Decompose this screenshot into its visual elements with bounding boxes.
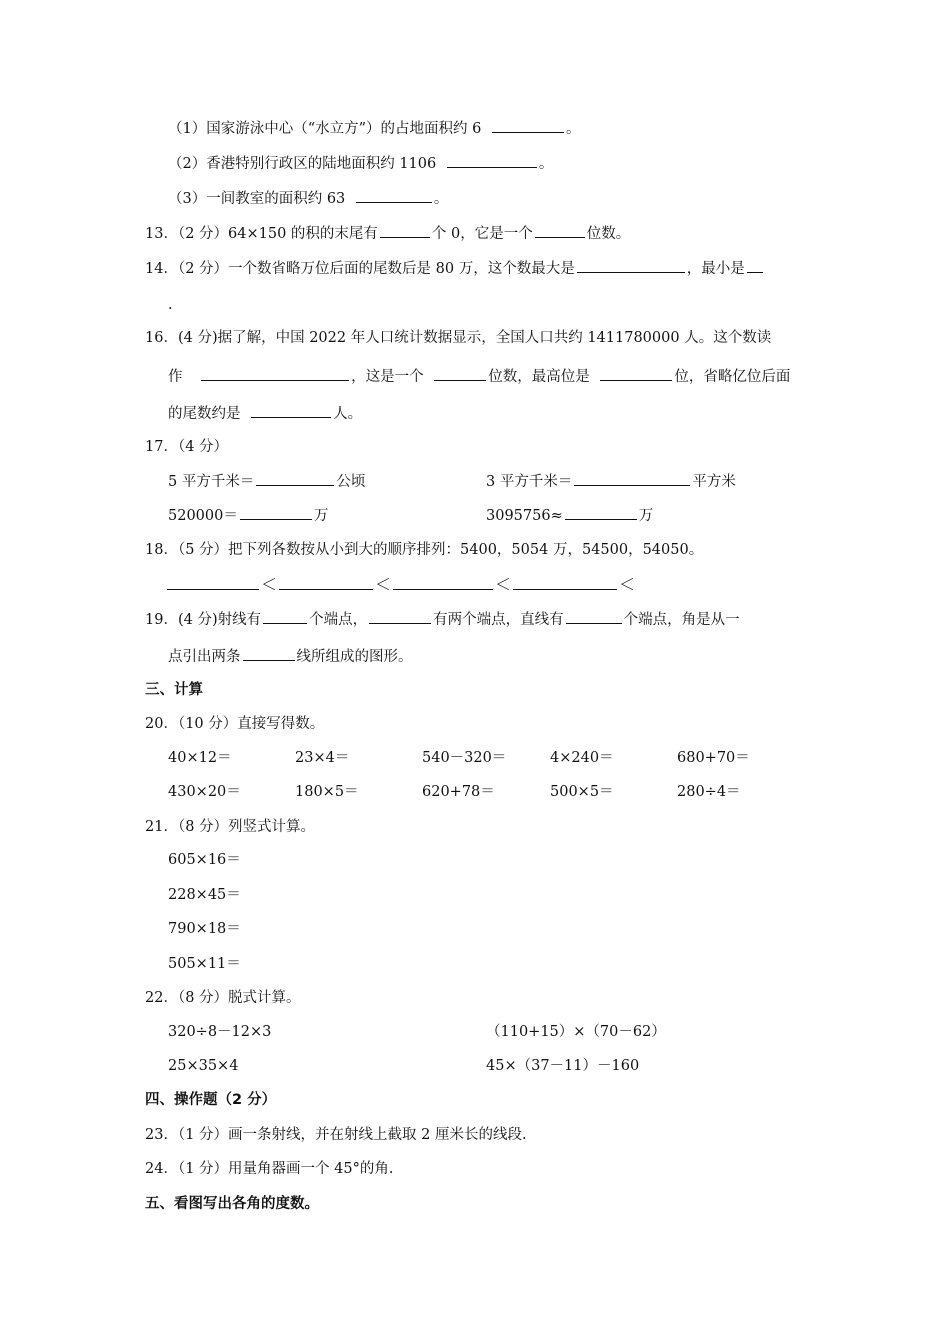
question-24: 24．（1 分）用量角器画一个 45°的角.: [145, 1161, 394, 1177]
answer-blank[interactable]: [535, 223, 585, 238]
question-20-head: 20．（10 分）直接写得数。: [145, 716, 325, 732]
answer-blank[interactable]: [251, 403, 331, 418]
answer-blank[interactable]: [369, 609, 431, 624]
section-3-heading: 三、计算: [145, 682, 203, 698]
answer-blank[interactable]: [279, 575, 373, 590]
area-item-2-text: （2）香港特别行政区的陆地面积约 1106: [168, 156, 437, 172]
calc-item: 620+78＝: [422, 784, 495, 800]
answer-blank[interactable]: [393, 575, 493, 590]
answer-blank[interactable]: [380, 223, 430, 238]
calc-item: 540－320＝: [422, 750, 507, 766]
area-item-1: （1）国家游泳中心（“水立方”）的占地面积约 6 。: [168, 118, 581, 139]
question-17-l2: 520000＝ 万: [168, 505, 328, 526]
step-calc-item: 320÷8－12×3: [168, 1024, 272, 1040]
answer-blank[interactable]: [600, 366, 672, 381]
question-17-r2: 3095756≈ 万: [486, 505, 653, 526]
calc-item: 180×5＝: [295, 784, 359, 800]
question-18: 18．（5 分）把下列各数按从小到大的顺序排列：5400，5054 万，54500，54050。: [145, 542, 704, 558]
answer-blank[interactable]: [356, 188, 432, 203]
step-calc-item: 45×（37－11）－160: [486, 1058, 640, 1074]
answer-blank[interactable]: [747, 258, 763, 273]
step-calc-item: （110+15）×（70－62）: [486, 1024, 666, 1040]
calc-item: 500×5＝: [550, 784, 614, 800]
question-16-line1: 16．(4 分)据了解，中国 2022 年人口统计数据显示，全国人口共约 1411780000 人。这个数读: [145, 330, 772, 346]
answer-blank[interactable]: [167, 575, 259, 590]
question-21-head: 21．（8 分）列竖式计算。: [145, 819, 316, 835]
vertical-calc-item: 790×18＝: [168, 921, 241, 937]
question-16-line3: 的尾数约是 人。: [168, 403, 362, 424]
answer-blank[interactable]: [513, 575, 617, 590]
area-item-2: （2）香港特别行政区的陆地面积约 1106 。: [168, 153, 553, 174]
vertical-calc-item: 228×45＝: [168, 887, 241, 903]
answer-blank[interactable]: [243, 646, 295, 661]
vertical-calc-item: 505×11＝: [168, 956, 241, 972]
area-item-3-text: （3）一间教室的面积约 63: [168, 191, 346, 207]
question-17-r1: 3 平方千米＝ 平方米: [486, 471, 736, 492]
question-17-l1: 5 平方千米＝ 公顷: [168, 471, 365, 492]
area-item-3: （3）一间教室的面积约 63 。: [168, 188, 448, 209]
answer-blank[interactable]: [434, 366, 486, 381]
answer-blank[interactable]: [574, 471, 690, 486]
question-14-cont: .: [168, 297, 173, 313]
answer-blank[interactable]: [492, 118, 564, 133]
question-22-head: 22．（8 分）脱式计算。: [145, 990, 301, 1006]
answer-blank[interactable]: [577, 258, 685, 273]
calc-item: 280÷4＝: [677, 784, 741, 800]
answer-blank[interactable]: [566, 609, 622, 624]
vertical-calc-item: 605×16＝: [168, 852, 241, 868]
section-4-heading: 四、操作题（2 分）: [145, 1092, 277, 1108]
calc-item: 430×20＝: [168, 784, 241, 800]
question-14: 14．（2 分）一个数省略万位后面的尾数后是 80 万，这个数最大是 ，最小是: [145, 258, 765, 279]
answer-blank[interactable]: [565, 505, 637, 520]
calc-item: 23×4＝: [295, 750, 350, 766]
answer-blank[interactable]: [240, 505, 312, 520]
question-23: 23．（1 分）画一条射线，并在射线上截取 2 厘米长的线段.: [145, 1127, 527, 1143]
answer-blank[interactable]: [201, 366, 349, 381]
answer-blank[interactable]: [447, 153, 537, 168]
calc-item: 4×240＝: [550, 750, 614, 766]
calc-item: 40×12＝: [168, 750, 232, 766]
question-17-head: 17．（4 分）: [145, 439, 229, 455]
answer-blank[interactable]: [263, 609, 307, 624]
question-13: 13．（2 分）64×150 的积的末尾有 个 0，它是一个 位数。: [145, 223, 630, 244]
question-19-line1: 19．(4 分)射线有 个端点， 有两个端点，直线有 个端点，角是从一: [145, 609, 740, 630]
section-5-heading: 五、看图写出各角的度数。: [145, 1196, 319, 1212]
step-calc-item: 25×35×4: [168, 1058, 239, 1074]
calc-item: 680+70＝: [677, 750, 750, 766]
answer-blank[interactable]: [256, 471, 334, 486]
area-item-1-text: （1）国家游泳中心（“水立方”）的占地面积约 6: [168, 121, 482, 137]
question-16-line2: 作 ，这是一个 位数，最高位是 位，省略亿位后面: [168, 366, 790, 387]
question-19-line2: 点引出两条 线所组成的图形。: [168, 646, 413, 667]
question-18-blanks: ＜ ＜ ＜ ＜: [165, 575, 635, 595]
